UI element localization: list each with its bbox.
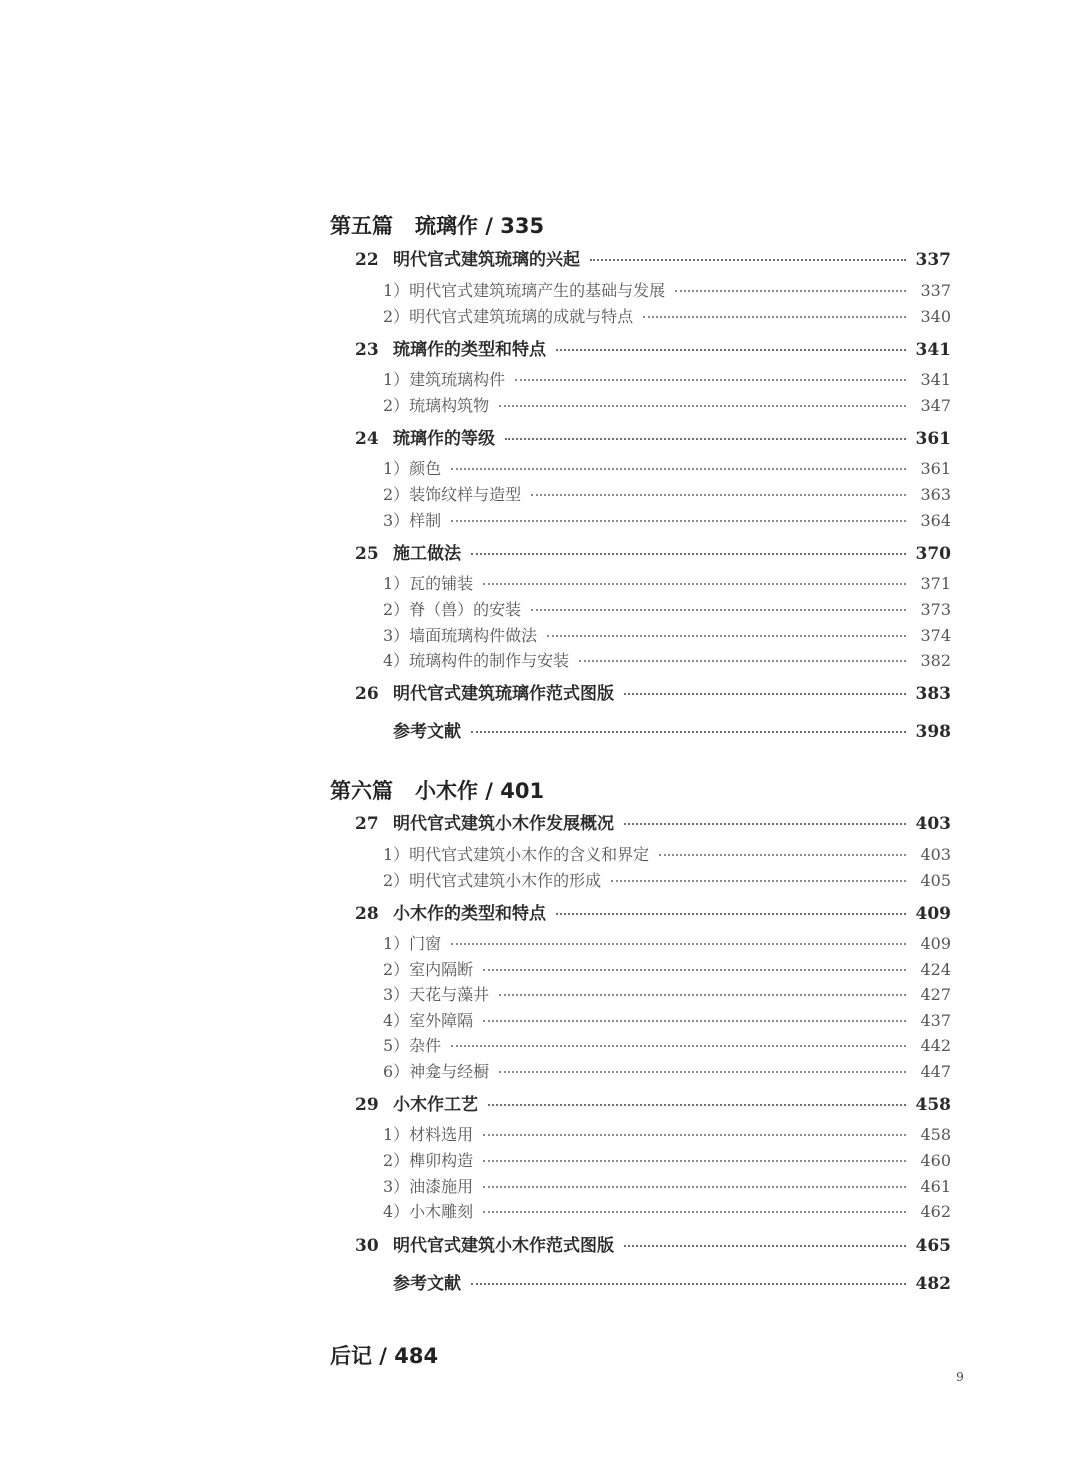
toc-references[interactable] <box>393 1269 951 1294</box>
chapter-title: 明代官式建筑小木作发展概况 <box>393 814 614 834</box>
chapter-title: 施工做法 <box>393 544 461 564</box>
dot-leader <box>659 854 906 856</box>
chapter-number: 27 <box>355 814 379 834</box>
page-number: 458 <box>920 1125 951 1144</box>
part-number: 第六篇 <box>330 779 393 803</box>
toc-section[interactable] <box>383 931 951 954</box>
section-title: 1）瓦的铺装 <box>383 574 474 593</box>
page-number: 405 <box>920 871 951 890</box>
page-number: 383 <box>915 684 951 704</box>
page-number: 424 <box>920 960 951 979</box>
dot-leader <box>483 1134 906 1136</box>
part-title: 琉璃作 / 335 <box>415 214 545 238</box>
page-number: 347 <box>920 396 951 415</box>
page-number: 447 <box>920 1062 951 1081</box>
section-title: 2）榫卯构造 <box>383 1151 474 1170</box>
page-number: 409 <box>915 904 951 924</box>
toc-section[interactable] <box>383 1174 951 1197</box>
chapter-title: 小木作的类型和特点 <box>393 904 546 924</box>
page-number: 403 <box>920 845 951 864</box>
chapter-title: 琉璃作的类型和特点 <box>393 340 546 360</box>
page-number: 398 <box>915 722 951 742</box>
toc-section[interactable] <box>383 868 951 891</box>
section-title: 2）明代官式建筑小木作的形成 <box>383 871 602 890</box>
toc-section[interactable] <box>383 278 951 301</box>
dot-leader <box>515 379 906 381</box>
toc-section[interactable] <box>383 393 951 416</box>
toc-section[interactable] <box>383 842 951 865</box>
chapter-number: 23 <box>355 340 379 360</box>
toc-section[interactable] <box>383 1059 951 1082</box>
page-number: 437 <box>920 1011 951 1030</box>
dot-leader <box>483 1160 906 1162</box>
page-number: 340 <box>920 307 951 326</box>
section-title: 4）琉璃构件的制作与安装 <box>383 651 570 670</box>
toc-section[interactable] <box>383 1122 951 1145</box>
afterword-title: 后记 / 484 <box>330 1344 439 1368</box>
toc-chapter-27[interactable] <box>355 809 951 834</box>
section-title: 1）材料选用 <box>383 1125 474 1144</box>
part-heading-5 <box>330 210 544 240</box>
dot-leader <box>675 290 906 292</box>
dot-leader <box>488 1104 906 1106</box>
toc-section[interactable] <box>383 571 951 594</box>
dot-leader <box>611 880 906 882</box>
section-title: 6）神龛与经橱 <box>383 1062 490 1081</box>
dot-leader <box>579 660 906 662</box>
page-number: 458 <box>915 1095 951 1115</box>
toc-section[interactable] <box>383 1148 951 1171</box>
toc-chapter-23[interactable] <box>355 335 951 360</box>
toc-section[interactable] <box>383 482 951 505</box>
page-number: 373 <box>920 600 951 619</box>
section-title: 3）样制 <box>383 511 442 530</box>
toc-section[interactable] <box>383 597 951 620</box>
section-title: 1）建筑琉璃构件 <box>383 370 506 389</box>
section-title: 1）明代官式建筑小木作的含义和界定 <box>383 845 650 864</box>
dot-leader <box>624 693 906 695</box>
dot-leader <box>624 1245 906 1247</box>
toc-section[interactable] <box>383 508 951 531</box>
section-title: 1）颜色 <box>383 459 442 478</box>
dot-leader <box>483 1186 906 1188</box>
chapter-title: 明代官式建筑小木作范式图版 <box>393 1236 614 1256</box>
section-title: 3）油漆施用 <box>383 1177 474 1196</box>
chapter-number: 24 <box>355 429 379 449</box>
toc-section[interactable] <box>383 367 951 390</box>
page-number: 361 <box>920 459 951 478</box>
dot-leader <box>483 1020 906 1022</box>
toc-section[interactable] <box>383 1199 951 1222</box>
page-number: 403 <box>915 814 951 834</box>
section-title: 3）天花与藻井 <box>383 985 490 1004</box>
page-number: 341 <box>920 370 951 389</box>
dot-leader <box>531 609 906 611</box>
page-number: 465 <box>915 1236 951 1256</box>
chapter-title: 琉璃作的等级 <box>393 429 495 449</box>
toc-chapter-29[interactable] <box>355 1090 951 1115</box>
chapter-title: 明代官式建筑琉璃作范式图版 <box>393 684 614 704</box>
dot-leader <box>451 468 906 470</box>
chapter-number: 25 <box>355 544 379 564</box>
page-number: 341 <box>915 340 951 360</box>
dot-leader <box>547 635 906 637</box>
toc-section[interactable] <box>383 304 951 327</box>
part-title: 小木作 / 401 <box>415 779 545 803</box>
part-heading-6 <box>330 775 544 805</box>
toc-section[interactable] <box>383 648 951 671</box>
page-number: 374 <box>920 626 951 645</box>
section-title: 2）室内隔断 <box>383 960 474 979</box>
dot-leader <box>643 316 906 318</box>
toc-references[interactable] <box>393 717 951 742</box>
footer-page-number: 9 <box>956 1370 964 1384</box>
section-title: 2）琉璃构筑物 <box>383 396 490 415</box>
page-number: 427 <box>920 985 951 1004</box>
dot-leader <box>590 259 906 261</box>
dot-leader <box>483 583 906 585</box>
page-number: 442 <box>920 1036 951 1055</box>
chapter-title: 小木作工艺 <box>393 1095 478 1115</box>
toc-section[interactable] <box>383 957 951 980</box>
dot-leader <box>505 438 906 440</box>
toc-chapter-25[interactable] <box>355 539 951 564</box>
page-number: 461 <box>920 1177 951 1196</box>
toc-chapter-24[interactable] <box>355 424 951 449</box>
section-title: 1）门窗 <box>383 934 442 953</box>
dot-leader <box>531 494 906 496</box>
page-number: 361 <box>915 429 951 449</box>
page-number: 482 <box>915 1274 951 1294</box>
toc-chapter-22[interactable] <box>355 245 951 270</box>
dot-leader <box>471 1283 906 1285</box>
afterword-heading[interactable] <box>330 1340 438 1370</box>
dot-leader <box>499 994 906 996</box>
dot-leader <box>483 1211 906 1213</box>
toc-chapter-26[interactable] <box>355 679 951 704</box>
toc-section[interactable] <box>383 623 951 646</box>
dot-leader <box>556 913 906 915</box>
page-number: 382 <box>920 651 951 670</box>
page-number: 371 <box>920 574 951 593</box>
dot-leader <box>499 405 906 407</box>
dot-leader <box>451 520 906 522</box>
page-number: 370 <box>915 544 951 564</box>
toc-section[interactable] <box>383 456 951 479</box>
references-title: 参考文献 <box>393 1274 461 1294</box>
toc-chapter-28[interactable] <box>355 899 951 924</box>
chapter-number: 29 <box>355 1095 379 1115</box>
dot-leader <box>471 731 906 733</box>
dot-leader <box>471 553 906 555</box>
section-title: 4）室外障隔 <box>383 1011 474 1030</box>
dot-leader <box>451 1045 906 1047</box>
section-title: 2）脊（兽）的安装 <box>383 600 522 619</box>
chapter-number: 28 <box>355 904 379 924</box>
dot-leader <box>483 969 906 971</box>
references-title: 参考文献 <box>393 722 461 742</box>
page-number: 364 <box>920 511 951 530</box>
page-number: 460 <box>920 1151 951 1170</box>
dot-leader <box>451 943 906 945</box>
section-title: 5）杂件 <box>383 1036 442 1055</box>
section-title: 1）明代官式建筑琉璃产生的基础与发展 <box>383 281 666 300</box>
dot-leader <box>624 823 906 825</box>
dot-leader <box>556 349 906 351</box>
section-title: 2）明代官式建筑琉璃的成就与特点 <box>383 307 634 326</box>
toc-section[interactable] <box>383 982 951 1005</box>
page-number: 337 <box>920 281 951 300</box>
page-number: 363 <box>920 485 951 504</box>
chapter-title: 明代官式建筑琉璃的兴起 <box>393 250 580 270</box>
section-title: 4）小木雕刻 <box>383 1202 474 1221</box>
toc-section[interactable] <box>383 1033 951 1056</box>
chapter-number: 22 <box>355 250 379 270</box>
toc-section[interactable] <box>383 1008 951 1031</box>
dot-leader <box>499 1071 906 1073</box>
section-title: 3）墙面琉璃构件做法 <box>383 626 538 645</box>
part-number: 第五篇 <box>330 214 393 238</box>
page-number: 337 <box>915 250 951 270</box>
chapter-number: 30 <box>355 1236 379 1256</box>
page-number: 462 <box>920 1202 951 1221</box>
page-number: 409 <box>920 934 951 953</box>
section-title: 2）装饰纹样与造型 <box>383 485 522 504</box>
chapter-number: 26 <box>355 684 379 704</box>
toc-chapter-30[interactable] <box>355 1231 951 1256</box>
